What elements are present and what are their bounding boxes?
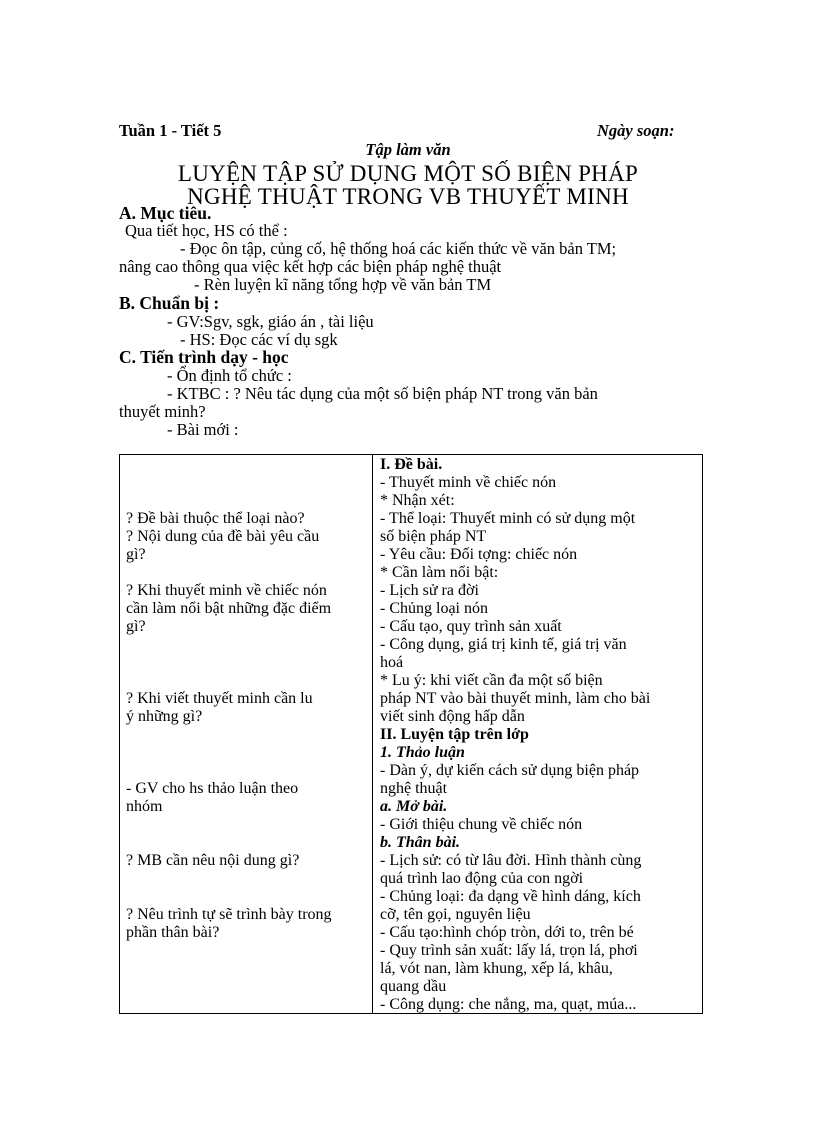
right-cell-subheading: a. Mở bài. bbox=[380, 798, 448, 815]
section-a-item1-line2: nâng cao thông qua việc kết hợp các biện pháp nghệ thuật bbox=[119, 257, 502, 276]
section-b-heading: B. Chuẩn bị : bbox=[119, 293, 220, 313]
left-cell-line: phần thân bài? bbox=[126, 924, 220, 941]
right-cell-line: - Quy trình sản xuất: lấy lá, trọn lá, phơi bbox=[380, 942, 638, 959]
left-cell-line: ? Nội dung của đề bài yêu cầu bbox=[126, 528, 320, 545]
right-cell-line: lá, vót nan, làm khung, xếp lá, khâu, bbox=[380, 960, 613, 977]
left-cell-line: ? Khi viết thuyết minh cần lu bbox=[126, 690, 313, 707]
section-c-item3: - Bài mới : bbox=[167, 420, 239, 439]
left-cell-line: ? Nêu trình tự sẽ trình bày trong bbox=[126, 906, 332, 923]
section-b-hs: - HS: Đọc các ví dụ sgk bbox=[180, 330, 338, 349]
right-cell-line: viết sinh động hấp dẫn bbox=[380, 708, 525, 725]
section-c-heading: C. Tiến trình dạy - học bbox=[119, 347, 289, 367]
page-title-line2: NGHỆ THUẬT TRONG VB THUYẾT MINH bbox=[187, 184, 629, 209]
right-cell-line: quá trình lao động của con ngời bbox=[380, 870, 584, 887]
section-a-item2: - Rèn luyện kĩ năng tổng hợp về văn bản TM bbox=[194, 275, 492, 294]
right-cell-line: quang dầu bbox=[380, 978, 447, 995]
left-cell-line: gì? bbox=[126, 618, 146, 635]
right-cell-subheading: b. Thân bài. bbox=[380, 834, 461, 851]
right-cell-line: - Lịch sử: có từ lâu đời. Hình thành cùng bbox=[380, 852, 642, 869]
page-title-line1: LUYỆN TẬP SỬ DỤNG MỘT SỐ BIỆN PHÁP bbox=[177, 161, 639, 186]
right-cell-line: cỡ, tên gọi, nguyên liệu bbox=[380, 906, 531, 923]
right-cell-line: - Chủng loại: đa dạng về hình dáng, kích bbox=[380, 888, 641, 905]
right-cell-line: - Thuyết minh về chiếc nón bbox=[380, 474, 557, 491]
date-label: Ngày soạn: bbox=[597, 121, 675, 140]
left-cell-line: gì? bbox=[126, 546, 146, 563]
right-cell-line: * Cần làm nổi bật: bbox=[380, 564, 499, 581]
table-column-divider bbox=[372, 454, 373, 1014]
right-cell-line: - Công dụng, giá trị kinh tế, giá trị văn bbox=[380, 636, 627, 653]
subject-label: Tập làm văn bbox=[365, 140, 451, 159]
section-c-item2-line1: - KTBC : ? Nêu tác dụng của một số biện pháp NT trong văn bản bbox=[167, 384, 598, 403]
right-cell-line: nghệ thuật bbox=[380, 780, 448, 797]
right-cell-line: - Cấu tạo, quy trình sản xuất bbox=[380, 618, 562, 635]
right-cell-line: - Chủng loại nón bbox=[380, 600, 488, 617]
section-c-item1: - Ổn định tổ chức : bbox=[167, 366, 292, 385]
right-cell-line: * Nhận xét: bbox=[380, 492, 455, 509]
left-cell-line: nhóm bbox=[126, 798, 163, 815]
section-b-gv: - GV:Sgv, sgk, giáo án , tài liệu bbox=[167, 312, 374, 331]
left-cell-line: cần làm nổi bật những đặc điểm bbox=[126, 600, 332, 617]
right-cell-line: - Cấu tạo:hình chóp tròn, dới to, trên bé bbox=[380, 924, 634, 941]
right-cell-line: pháp NT vào bài thuyết minh, làm cho bài bbox=[380, 690, 651, 707]
right-cell-line: - Dàn ý, dự kiến cách sử dụng biện pháp bbox=[380, 762, 640, 779]
right-cell-subheading: 1. Thảo luận bbox=[380, 744, 465, 761]
section-c-item2-line2: thuyết minh? bbox=[119, 402, 206, 421]
right-cell-heading: I. Đề bài. bbox=[380, 456, 443, 473]
left-cell-line: ? Đề bài thuộc thể loại nào? bbox=[126, 510, 305, 527]
right-cell-line: hoá bbox=[380, 654, 404, 671]
right-cell-line: - Lịch sử ra đời bbox=[380, 582, 479, 599]
left-cell-line: ý những gì? bbox=[126, 708, 203, 725]
left-cell-line: - GV cho hs thảo luận theo bbox=[126, 780, 299, 797]
right-cell-heading: II. Luyện tập trên lớp bbox=[380, 726, 529, 743]
week-lesson-label: Tuần 1 - Tiết 5 bbox=[119, 121, 222, 140]
right-cell-line: * Lu ý: khi viết cần đa một số biện bbox=[380, 672, 603, 689]
right-cell-line: - Công dụng: che nắng, ma, quạt, múa... bbox=[380, 996, 637, 1013]
right-cell-line: - Yêu cầu: Đối tợng: chiếc nón bbox=[380, 546, 578, 563]
right-cell-line: - Thể loại: Thuyết minh có sử dụng một bbox=[380, 510, 636, 527]
section-a-intro: Qua tiết học, HS có thể : bbox=[125, 221, 288, 240]
section-a-heading: A. Mục tiêu. bbox=[119, 203, 212, 223]
right-cell-line: - Giới thiệu chung về chiếc nón bbox=[380, 816, 583, 833]
right-cell-line: số biện pháp NT bbox=[380, 528, 487, 545]
section-a-item1-line1: - Đọc ôn tập, củng cố, hệ thống hoá các kiến thức về văn bản TM; bbox=[180, 239, 617, 258]
left-cell-line: ? MB cần nêu nội dung gì? bbox=[126, 852, 300, 869]
left-cell-line: ? Khi thuyết minh về chiếc nón bbox=[126, 582, 327, 599]
